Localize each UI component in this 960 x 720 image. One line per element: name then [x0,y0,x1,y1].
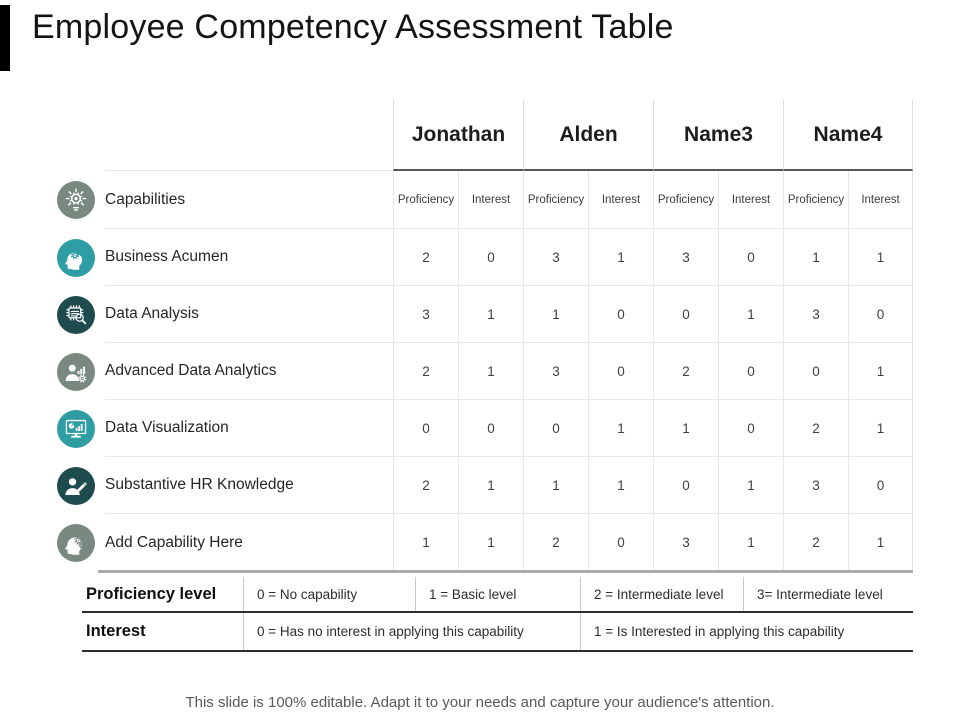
score-cell: 2 [653,343,718,400]
header-spacer-cell [46,100,105,171]
score-cell: 0 [588,286,653,343]
score-cell: 1 [523,286,588,343]
score-cell: 0 [653,286,718,343]
row-icon-cell [46,400,105,457]
person-column-header: Jonathan [393,100,523,171]
legend-row-label: Interest [86,622,146,640]
score-cell: 2 [783,400,848,457]
capability-label: Business Acumen [105,229,393,286]
score-cell: 1 [783,229,848,286]
score-cell: 2 [783,514,848,571]
score-cell: 1 [458,457,523,514]
score-cell: 3 [783,286,848,343]
metric-header: Proficiency [523,171,588,229]
capability-label: Data Visualization [105,400,393,457]
score-cell: 1 [848,400,913,457]
score-cell: 3 [523,343,588,400]
score-cell: 3 [393,286,458,343]
legend-item: 1 = Basic level [415,577,580,611]
head-gear-icon [57,524,95,562]
chip-magnifier-icon [57,296,95,334]
score-cell: 1 [588,457,653,514]
row-icon-cell [46,514,105,571]
idea-gear-icon [57,181,95,219]
legend-row-label: Proficiency level [86,584,217,603]
score-cell: 1 [718,457,783,514]
capability-label: Add Capability Here [105,533,243,551]
score-cell: 1 [523,457,588,514]
footer-note: This slide is 100% editable. Adapt it to your needs and capture your audience's attention. [185,694,775,711]
score-cell: 1 [588,400,653,457]
row-icon-cell [46,343,105,400]
title-accent-bar [0,5,10,71]
score-cell: 1 [458,286,523,343]
score-cell: 1 [718,286,783,343]
capabilities-header: Capabilities [105,171,393,229]
score-cell: 1 [718,514,783,571]
score-cell: 3 [523,229,588,286]
score-cell: 0 [718,343,783,400]
capability-label: Advanced Data Analytics [105,343,393,400]
score-cell: 1 [588,229,653,286]
metric-header: Interest [848,171,913,229]
capabilities-icon-cell [46,171,105,229]
metric-header: Interest [718,171,783,229]
score-cell: 0 [458,400,523,457]
score-cell: 0 [718,400,783,457]
score-cell: 2 [393,457,458,514]
capability-label: Substantive HR Knowledge [105,457,393,514]
score-cell: 0 [848,286,913,343]
score-cell: 3 [653,514,718,571]
legend-item: 3= Intermediate level [743,577,913,611]
analyst-chart-gear-icon [57,353,95,391]
capability-label: Data Analysis [105,286,393,343]
score-cell: 0 [588,514,653,571]
score-cell: 1 [458,343,523,400]
page-title: Employee Competency Assessment Table [32,8,674,46]
legend-row [82,613,913,652]
person-column-header: Name4 [783,100,913,171]
score-cell: 1 [848,343,913,400]
person-column-header: Name3 [653,100,783,171]
person-pencil-icon [57,467,95,505]
legend-row [82,577,913,613]
competency-table [46,100,913,571]
person-column-header: Alden [523,100,653,171]
score-cell: 0 [783,343,848,400]
score-cell: 0 [588,343,653,400]
metric-header: Proficiency [783,171,848,229]
legend-item: 0 = Has no interest in applying this capability [243,613,580,650]
row-icon-cell [46,229,105,286]
score-cell: 1 [458,514,523,571]
legend-item: 0 = No capability [243,577,415,611]
score-cell: 1 [393,514,458,571]
score-cell: 1 [848,229,913,286]
metric-header: Interest [458,171,523,229]
metric-header: Interest [588,171,653,229]
header-spacer-cell [105,100,393,171]
score-cell: 0 [458,229,523,286]
score-cell: 3 [783,457,848,514]
row-icon-cell [46,457,105,514]
row-icon-cell [46,286,105,343]
score-cell: 0 [653,457,718,514]
metric-header: Proficiency [393,171,458,229]
score-cell: 3 [653,229,718,286]
head-gears-icon [57,239,95,277]
score-cell: 0 [848,457,913,514]
table-bottom-rule [98,570,913,573]
score-cell: 0 [523,400,588,457]
score-cell: 0 [393,400,458,457]
score-cell: 1 [848,514,913,571]
monitor-chart-icon [57,410,95,448]
score-cell: 0 [718,229,783,286]
metric-header: Proficiency [653,171,718,229]
score-cell: 2 [523,514,588,571]
score-cell: 2 [393,343,458,400]
score-cell: 1 [653,400,718,457]
legend-item: 2 = Intermediate level [580,577,743,611]
legend-item: 1 = Is Interested in applying this capability [580,613,913,650]
score-cell: 2 [393,229,458,286]
legend [82,577,913,652]
